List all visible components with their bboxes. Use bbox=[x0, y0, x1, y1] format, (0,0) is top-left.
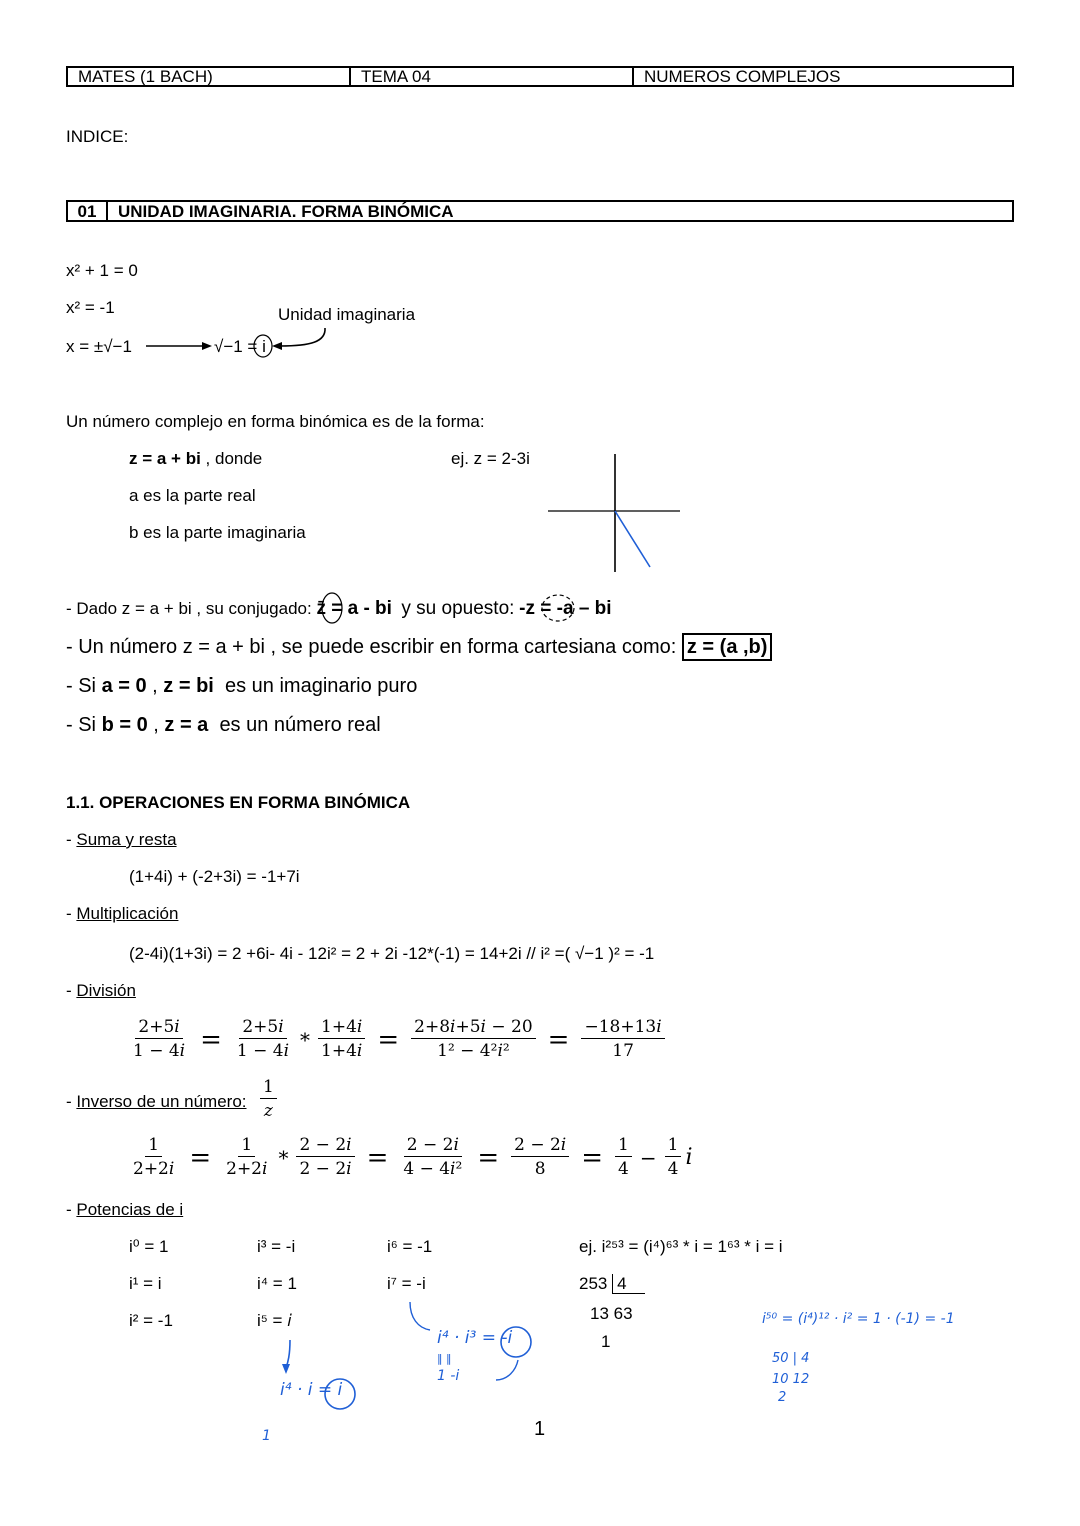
binomial-def-rest: , donde bbox=[205, 449, 263, 468]
unit-annotation: Unidad imaginaria bbox=[278, 305, 416, 324]
power-6: i⁶ = -1 bbox=[387, 1237, 433, 1256]
div-label: División bbox=[76, 981, 136, 1000]
hw-i7-mid: ‖ ‖ bbox=[437, 1352, 452, 1365]
inverse-equation: $\frac{1}{\text{2+2𝑖}}$ = $\frac{1}{\text{2+2𝑖}}$ * $\frac{\text{2 − 2𝑖}}{\text{2 − 2𝑖}}$ = $\frac{\text{2 − 2𝑖}}{\text{4 − 4𝑖²}}$ = $\frac{\text{2 − 2𝑖}}{8}$ = $\frac{1}{4}$ − $\frac{1}{4}$ 𝑖 bbox=[126, 1134, 693, 1181]
inv-frac-2: $\frac{1}{\text{2+2𝑖}}$ bbox=[226, 1135, 268, 1179]
imaginary-arrows bbox=[140, 322, 340, 362]
pure-imag-prefix: - Si bbox=[66, 675, 96, 697]
section-header bbox=[66, 200, 1014, 222]
conjugate-circles bbox=[320, 590, 580, 626]
pure-imag-text: es un imaginario puro bbox=[225, 675, 418, 697]
power-7: i⁷ = -i bbox=[387, 1274, 426, 1293]
cartesian-prefix: - Un número z = a + bi , se puede escribir en forma cartesiana como: bbox=[66, 636, 677, 658]
pure-imaginary-line bbox=[66, 675, 417, 698]
binomial-intro: Un número complejo en forma binómica es de la forma: bbox=[66, 412, 485, 431]
real-prefix: - Si bbox=[66, 714, 96, 736]
inverse-frac: $\frac{1}{\text{𝑧}}$ bbox=[256, 1076, 281, 1123]
division-equation: $\frac{\text{2+5𝑖}}{\text{1 − 4𝑖}}$ = $\frac{\text{2+5𝑖}}{\text{1 − 4𝑖}}$ * $\frac{\text{1+4𝑖}}{\text{1+4𝑖}}$ = $\frac{\text{2+8𝑖+5𝑖 − 20}}{\text{1² − 4²𝑖²}}$ = $\frac{\text{−18+13𝑖}}{17}$ bbox=[126, 1016, 669, 1063]
equation-3-left: x = ±√−1 bbox=[66, 337, 132, 356]
section-number: 01 bbox=[68, 202, 108, 220]
conjugate-prefix: - Dado z = a + bi , su conjugado: bbox=[66, 599, 312, 618]
power-1: i¹ = i bbox=[129, 1274, 162, 1293]
operations-heading: 1.1. OPERACIONES EN FORMA BINÓMICA bbox=[66, 793, 411, 812]
inv-frac-7: $\frac{1}{4}$ bbox=[665, 1134, 682, 1181]
hw-i50-division: 50 | 4 bbox=[772, 1351, 810, 1366]
div-frac-2: $\frac{\text{2+5𝑖}}{\text{1 − 4𝑖}}$ bbox=[236, 1017, 290, 1061]
inv-frac-3: $\frac{\text{2 − 2𝑖}}{\text{2 − 2𝑖}}$ bbox=[296, 1134, 354, 1181]
complex-plane-sketch bbox=[546, 452, 686, 576]
hw-i7-bottom: 1 -i bbox=[437, 1368, 460, 1384]
power-2: i² = -1 bbox=[129, 1311, 173, 1330]
div-frac-3: $\frac{\text{1+4𝑖}}{\text{1+4𝑖}}$ bbox=[318, 1016, 365, 1063]
header-table bbox=[66, 66, 1014, 87]
opposite-value: -z = -a – bi bbox=[519, 598, 612, 619]
header-title: NUMEROS COMPLEJOS bbox=[644, 67, 841, 86]
handwritten-arrows bbox=[260, 1300, 560, 1450]
binomial-definition bbox=[129, 449, 262, 469]
division-remainder: 1 bbox=[601, 1332, 611, 1351]
equation-2: x² = -1 bbox=[66, 298, 115, 317]
real-part-text: a es la parte real bbox=[129, 486, 256, 505]
power-0: i⁰ = 1 bbox=[129, 1237, 169, 1256]
opposite-prefix: y su opuesto: bbox=[401, 598, 515, 619]
hw-i7-note: i⁴ · i³ = -i bbox=[437, 1328, 513, 1348]
inverse-label: Inverso de un número: bbox=[76, 1092, 247, 1111]
inverse-label-line: - Inverso de un número: bbox=[66, 1092, 247, 1111]
hw-i5-result: 1 bbox=[262, 1428, 271, 1444]
dividend: 253 bbox=[579, 1274, 608, 1293]
imag-part-text: b es la parte imaginaria bbox=[129, 523, 306, 542]
mult-example: (2-4i)(1+3i) = 2 +6i- 4i - 12i² = 2 + 2i -12*(-1) = 14+2i // i² =( √−1 )² = -1 bbox=[129, 944, 655, 963]
hw-i50-row2: 10 12 bbox=[772, 1372, 810, 1387]
header-topic: TEMA 04 bbox=[351, 68, 634, 85]
power-5: i⁵ = 𝑖 bbox=[257, 1311, 292, 1330]
sum-example: (1+4i) + (-2+3i) = -1+7i bbox=[129, 867, 300, 886]
divisor: 4 bbox=[612, 1274, 644, 1294]
inv-frac-5: $\frac{\text{2 − 2𝑖}}{8}$ bbox=[511, 1134, 569, 1181]
hw-i50-row3: 2 bbox=[778, 1390, 787, 1405]
div-frac-5: $\frac{\text{−18+13𝑖}}{17}$ bbox=[581, 1016, 664, 1063]
conjugate-value: z̄ = a - bi bbox=[316, 598, 392, 619]
mult-label: Multiplicación bbox=[76, 904, 179, 923]
powers-label: Potencias de i bbox=[76, 1200, 184, 1219]
header-subject: MATES (1 BACH) bbox=[68, 68, 351, 85]
cartesian-value: z = (a ,b) bbox=[682, 633, 773, 661]
real-text: es un número real bbox=[219, 714, 381, 736]
real-z: z = a bbox=[164, 714, 209, 736]
power-3: i³ = -i bbox=[257, 1237, 296, 1256]
page-number: 1 bbox=[534, 1418, 546, 1440]
inv-frac-4: $\frac{\text{2 − 2𝑖}}{\text{4 − 4𝑖²}}$ bbox=[403, 1135, 463, 1179]
power-4: i⁴ = 1 bbox=[257, 1274, 297, 1293]
binomial-example: ej. z = 2-3i bbox=[451, 449, 530, 468]
sum-label-line: - Suma y resta bbox=[66, 830, 177, 849]
div-label-line: - División bbox=[66, 981, 136, 1000]
pure-imag-comma: , bbox=[152, 675, 158, 697]
hw-i5-note: i⁴ · i = i bbox=[280, 1380, 343, 1400]
sum-label: Suma y resta bbox=[76, 830, 177, 849]
real-number-line bbox=[66, 714, 381, 737]
real-cond: b = 0 bbox=[101, 714, 148, 736]
cartesian-line bbox=[66, 636, 772, 659]
power-example: ej. i²⁵³ = (i⁴)⁶³ * i = 1⁶³ * i = i bbox=[579, 1237, 783, 1256]
div-frac-4: $\frac{\text{2+8𝑖+5𝑖 − 20}}{\text{1² − 4²𝑖²}}$ bbox=[411, 1016, 536, 1063]
hw-i50-equation: i⁵⁰ = (i⁴)¹² · i² = 1 · (-1) = -1 bbox=[762, 1311, 955, 1327]
division-row: 13 63 bbox=[590, 1304, 633, 1323]
index-label: INDICE: bbox=[66, 127, 129, 146]
long-division bbox=[579, 1274, 645, 1294]
powers-label-line: - Potencias de i bbox=[66, 1200, 184, 1219]
inv-tail: 𝑖 bbox=[685, 1145, 693, 1170]
pure-imag-z: z = bi bbox=[163, 675, 214, 697]
inv-frac-1: $\frac{1}{\text{2+2𝑖}}$ bbox=[133, 1135, 175, 1179]
binomial-def-bold: z = a + bi bbox=[129, 449, 201, 468]
section-title: UNIDAD IMAGINARIA. FORMA BINÓMICA bbox=[118, 202, 454, 221]
pure-imag-cond: a = 0 bbox=[101, 675, 147, 697]
mult-label-line: - Multiplicación bbox=[66, 904, 179, 923]
real-comma: , bbox=[153, 714, 159, 736]
equation-3-right: √−1 = i bbox=[214, 337, 266, 356]
inv-frac-6: $\frac{1}{4}$ bbox=[615, 1134, 632, 1181]
equation-1: x² + 1 = 0 bbox=[66, 261, 138, 280]
div-frac-1: $\frac{\text{2+5𝑖}}{\text{1 − 4𝑖}}$ bbox=[133, 1017, 186, 1061]
